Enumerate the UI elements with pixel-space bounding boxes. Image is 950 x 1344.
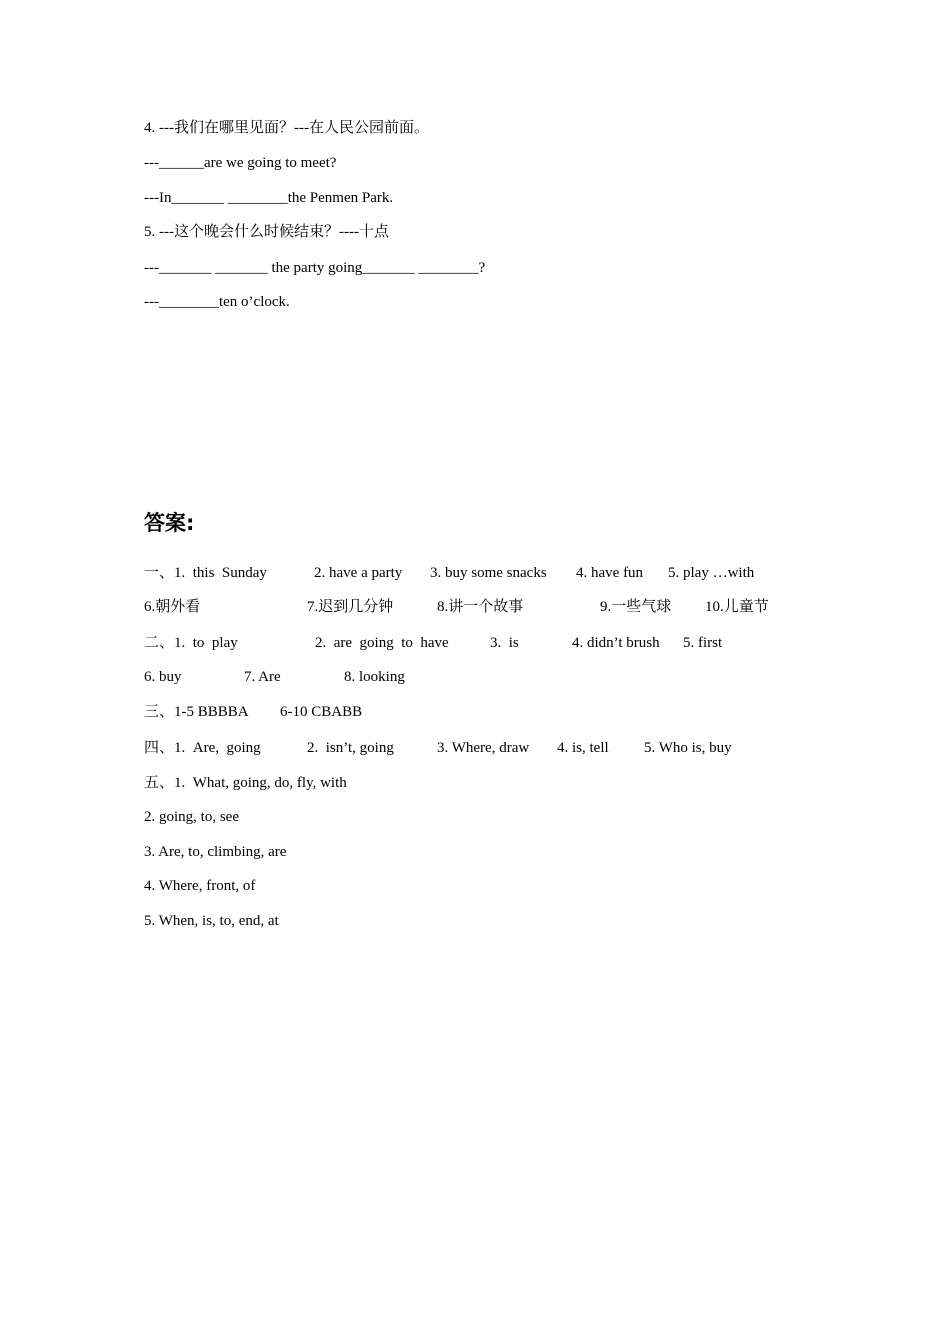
answer-4-5: 5. Who is, buy	[644, 740, 732, 756]
answer-1-5: 5. play …with	[668, 565, 755, 581]
answer-1-3: 3. buy some snacks	[430, 565, 547, 581]
answer-1-9: 9.一些气球	[600, 599, 672, 615]
answer-2-6: 6. buy	[144, 669, 182, 685]
answer-2-8: 8. looking	[344, 669, 405, 685]
answer-4-2: 2. isn’t, going	[307, 740, 394, 756]
answer-1-8: 8.讲一个故事	[437, 599, 524, 615]
answer-1-10: 10.儿童节	[705, 599, 769, 615]
question-4-line-1: ---______are we going to meet?	[144, 155, 337, 171]
question-5-line-1: ---_______ _______ the party going_______ ________?	[144, 260, 486, 276]
answer-3-6-10: 6-10 CBABB	[280, 704, 363, 720]
answer-2-4: 4. didn’t brush	[572, 635, 660, 651]
answer-4-4: 4. is, tell	[557, 740, 609, 756]
answer-1-7: 7.迟到几分钟	[307, 599, 394, 615]
answer-1-2: 2. have a party	[314, 565, 403, 581]
answer-5-2: 2. going, to, see	[144, 809, 239, 825]
question-4-line-2: ---In_______ ________the Penmen Park.	[144, 190, 394, 206]
answer-5-1: 五、1. What, going, do, fly, with	[144, 775, 347, 791]
answer-3-1-5: 三、1-5 BBBBA	[144, 704, 249, 720]
question-4-prompt: 4. ---我们在哪里见面？---在人民公园前面。	[144, 120, 429, 136]
answer-1-4: 4. have fun	[576, 565, 644, 581]
answer-5-4: 4. Where, front, of	[144, 878, 256, 894]
answer-4-1: 四、1. Are, going	[144, 740, 261, 756]
answer-5-5: 5. When, is, to, end, at	[144, 913, 279, 929]
answer-2-5: 5. first	[683, 635, 723, 651]
question-5-prompt: 5. ---这个晚会什么时候结束？----十点	[144, 224, 389, 240]
answer-1-6: 6.朝外看	[144, 599, 201, 615]
answer-2-7: 7. Are	[244, 669, 281, 685]
answer-5-3: 3. Are, to, climbing, are	[144, 844, 287, 860]
answer-2-2: 2. are going to have	[315, 635, 449, 651]
answer-1-1: 一、1. this Sunday	[144, 565, 267, 581]
answer-4-3: 3. Where, draw	[437, 740, 530, 756]
question-5-line-2: ---________ten o’clock.	[144, 294, 290, 310]
answer-2-3: 3. is	[490, 635, 519, 651]
answers-title: 答案:	[144, 511, 195, 535]
answer-2-1: 二、1. to play	[144, 635, 238, 651]
